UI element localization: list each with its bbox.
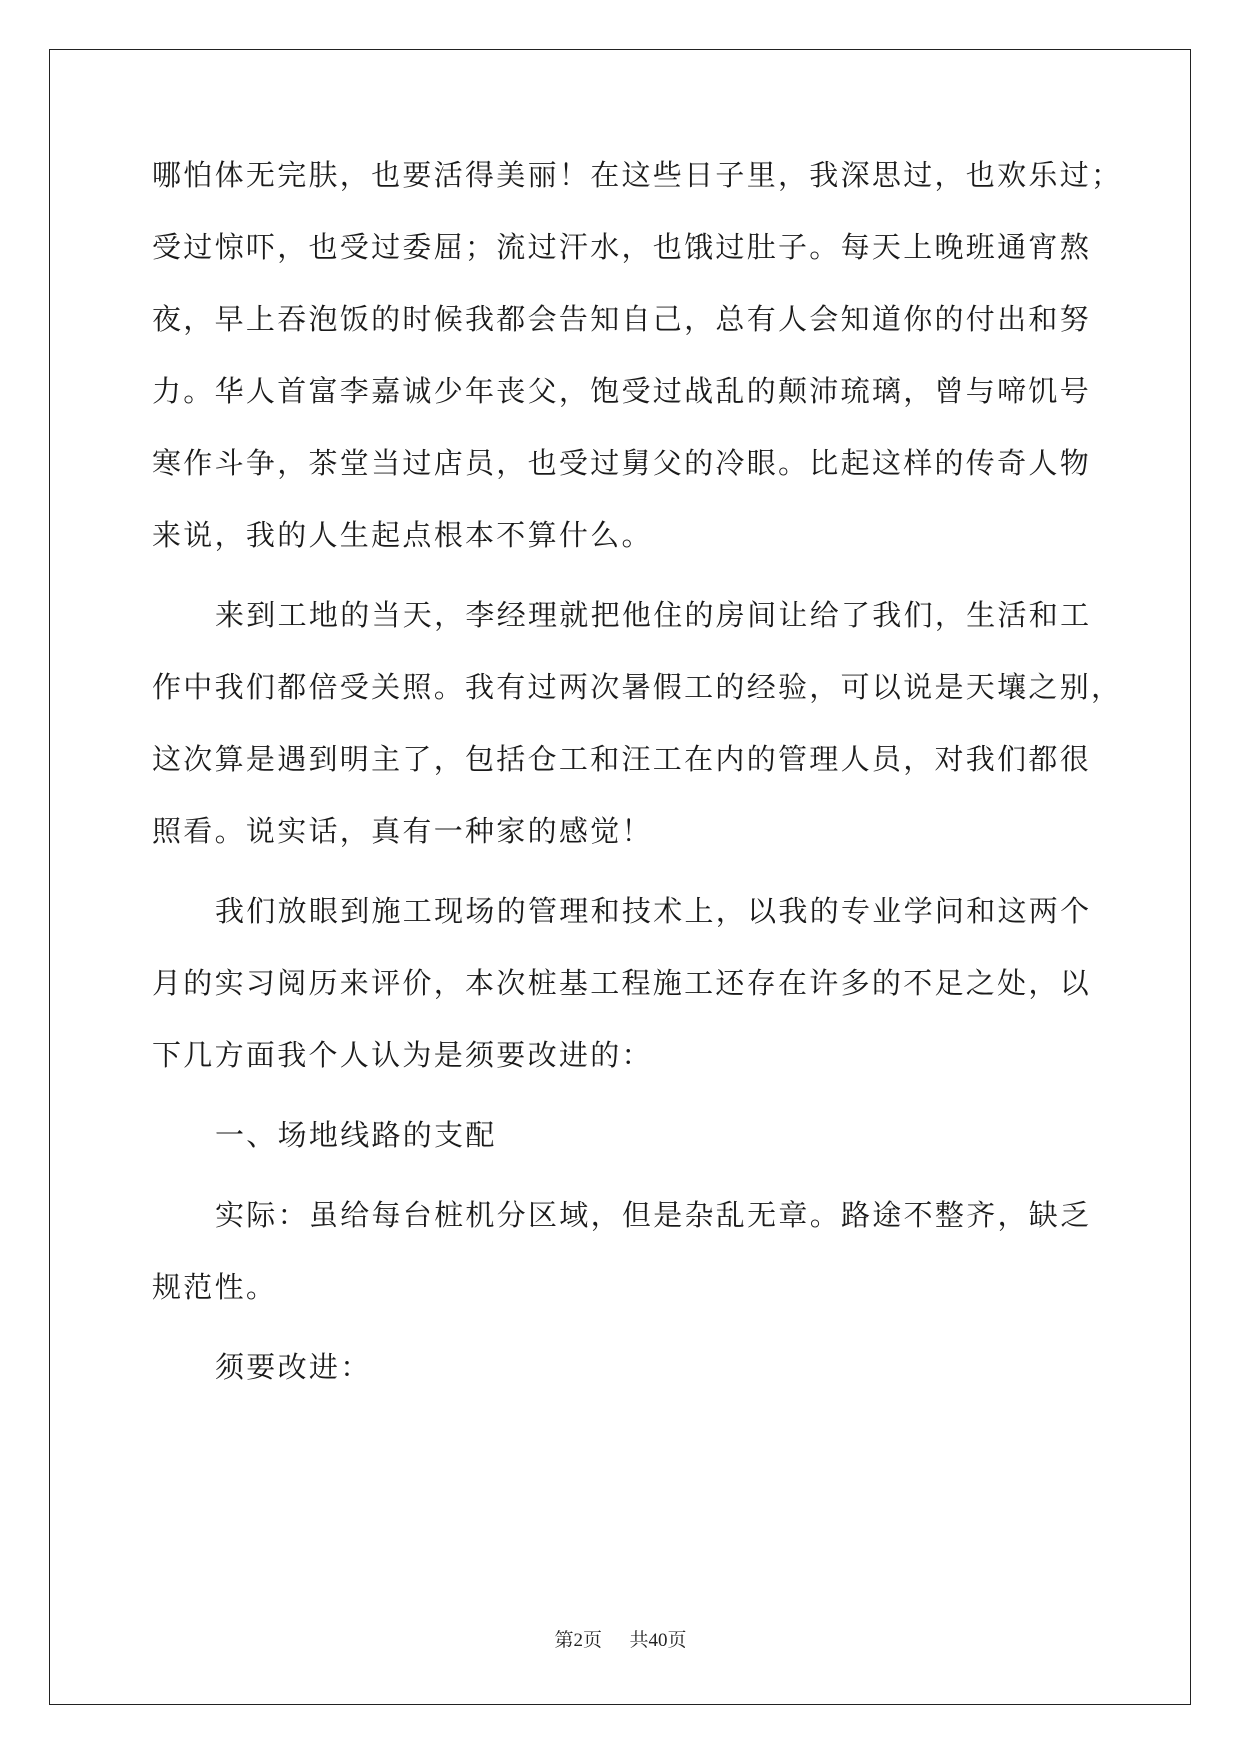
paragraph-1-line-5: 寒作斗争，茶堂当过店员，也受过舅父的冷眼。比起这样的传奇人物 <box>152 446 1092 480</box>
page-footer <box>0 1629 1241 1653</box>
page-number: 第2页 <box>554 1630 602 1651</box>
paragraph-1-line-4: 力。华人首富李嘉诚少年丧父，饱受过战乱的颠沛琉璃，曾与啼饥号 <box>152 374 1092 408</box>
paragraph-3-line-2: 月的实习阅历来评价，本次桩基工程施工还存在许多的不足之处，以 <box>152 966 1092 1000</box>
paragraph-2-line-4: 照看。说实话，真有一种家的感觉！ <box>152 814 653 848</box>
paragraph-1-line-3: 夜，早上吞泡饭的时候我都会告知自己，总有人会知道你的付出和努 <box>152 302 1092 336</box>
paragraph-2-line-2: 作中我们都倍受关照。我有过两次暑假工的经验，可以说是天壤之别， <box>152 670 1123 704</box>
page-border <box>49 49 1191 1705</box>
paragraph-5-line-1: 实际：虽给每台桩机分区域，但是杂乱无章。路途不整齐，缺乏 <box>215 1198 1092 1232</box>
paragraph-2-line-3: 这次算是遇到明主了，包括仓工和汪工在内的管理人员，对我们都很 <box>152 742 1092 776</box>
paragraph-5-line-2: 规范性。 <box>152 1270 278 1304</box>
paragraph-1-line-2: 受过惊吓，也受过委屈；流过汗水，也饿过肚子。每天上晚班通宵熬 <box>152 230 1092 264</box>
paragraph-3-line-1: 我们放眼到施工现场的管理和技术上，以我的专业学问和这两个 <box>215 894 1092 928</box>
paragraph-1-line-6: 来说，我的人生起点根本不算什么。 <box>152 518 653 552</box>
paragraph-6-line-1: 须要改进： <box>215 1350 372 1384</box>
section-heading: 一、场地线路的支配 <box>215 1118 497 1152</box>
page-total: 共40页 <box>629 1630 687 1651</box>
paragraph-1-line-1: 哪怕体无完肤，也要活得美丽！在这些日子里，我深思过，也欢乐过； <box>152 158 1123 192</box>
paragraph-2-line-1: 来到工地的当天，李经理就把他住的房间让给了我们，生活和工 <box>215 598 1092 632</box>
paragraph-3-line-3: 下几方面我个人认为是须要改进的： <box>152 1038 653 1072</box>
